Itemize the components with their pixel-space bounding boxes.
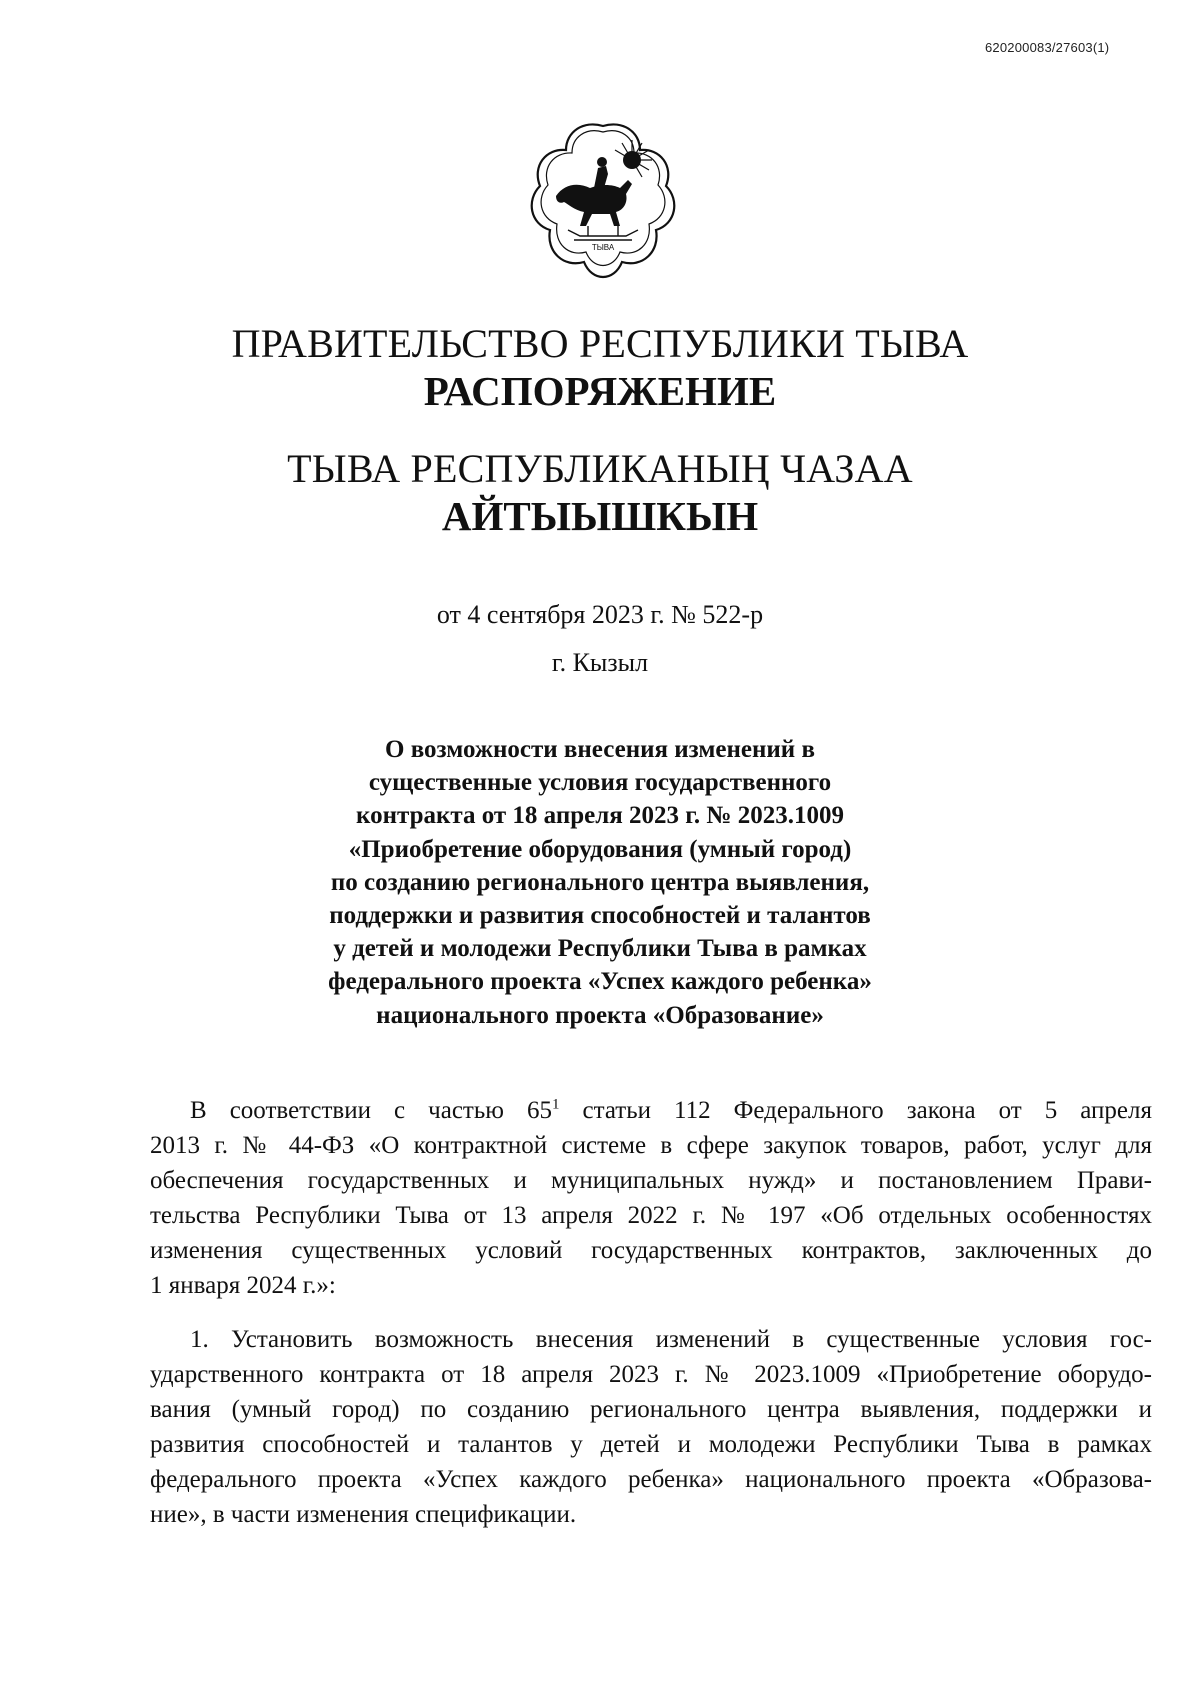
paragraph-line xyxy=(150,1093,1152,1128)
tuva-emblem-icon xyxy=(528,118,678,288)
government-name-tuvan: ТЫВА РЕСПУБЛИКАНЫҢ ЧАЗАА xyxy=(287,446,913,491)
paragraph-line: изменения существенных условий государственных контрактов, заключенных до xyxy=(150,1237,1152,1264)
paragraph-line: обеспечения государственных и муниципальных нужд» и постановлением Прави- xyxy=(150,1167,1152,1194)
paragraph-item-1 xyxy=(150,1322,1152,1532)
paragraph-line: тельства Республики Тыва от 13 апреля 2022 г. № 197 «Об отдельных особенностях xyxy=(150,1202,1152,1229)
paragraph-preamble xyxy=(150,1093,1152,1303)
paragraph-line: 1. Установить возможность внесения изменений в существенные условия гос- xyxy=(190,1326,1152,1353)
document-city: г. Кызыл xyxy=(551,648,649,677)
title-line: по созданию регионального центра выявления, xyxy=(330,868,870,896)
document-date-number: от 4 сентября 2023 г. № 522-р xyxy=(436,600,764,629)
government-name-russian: ПРАВИТЕЛЬСТВО РЕСПУБЛИКИ ТЫВА xyxy=(231,321,969,366)
superscript: 1 xyxy=(551,1096,560,1113)
text-segment: статьи 112 Федерального закона от 5 апреля xyxy=(559,1097,1152,1124)
title-line: существенные условия государственного xyxy=(368,769,832,797)
title-line: национального проекта «Образование» xyxy=(376,1001,824,1029)
paragraph-line: ние», в части изменения спецификации. xyxy=(150,1501,577,1528)
document-registration-number: 620200083/27603(1) xyxy=(985,40,1110,55)
paragraph-line: ударственного контракта от 18 апреля 2023 г. № 2023.1009 «Приобретение оборудо- xyxy=(150,1361,1152,1388)
text-segment: В соответствии с частью 65 xyxy=(190,1097,552,1124)
document-title xyxy=(260,733,940,1032)
document-type-tuvan: АЙТЫЫШКЫН xyxy=(441,493,759,539)
title-line: федерального проекта «Успех каждого ребенка» xyxy=(328,968,872,996)
paragraph-line: 2013 г. № 44-ФЗ «О контрактной системе в сфере закупок товаров, работ, услуг для xyxy=(150,1132,1152,1159)
title-line: «Приобретение оборудования (умный город) xyxy=(348,835,852,863)
paragraph-line: развития способностей и талантов у детей и молодежи Республики Тыва в рамках xyxy=(150,1431,1152,1458)
title-line: поддержки и развития способностей и талантов xyxy=(329,902,871,930)
paragraph-line: 1 января 2024 г.»: xyxy=(150,1272,336,1299)
emblem-label: ТЫВА xyxy=(591,243,615,252)
paragraph-line: федерального проекта «Успех каждого ребенка» национального проекта «Образова- xyxy=(150,1466,1152,1493)
title-line: у детей и молодежи Республики Тыва в рамках xyxy=(333,935,867,963)
document-type-russian: РАСПОРЯЖЕНИЕ xyxy=(423,368,777,414)
title-line: контракта от 18 апреля 2023 г. № 2023.1009 xyxy=(356,802,844,830)
paragraph-line: вания (умный город) по созданию регионального центра выявления, поддержки и xyxy=(150,1396,1152,1423)
title-line: О возможности внесения изменений в xyxy=(385,736,815,763)
